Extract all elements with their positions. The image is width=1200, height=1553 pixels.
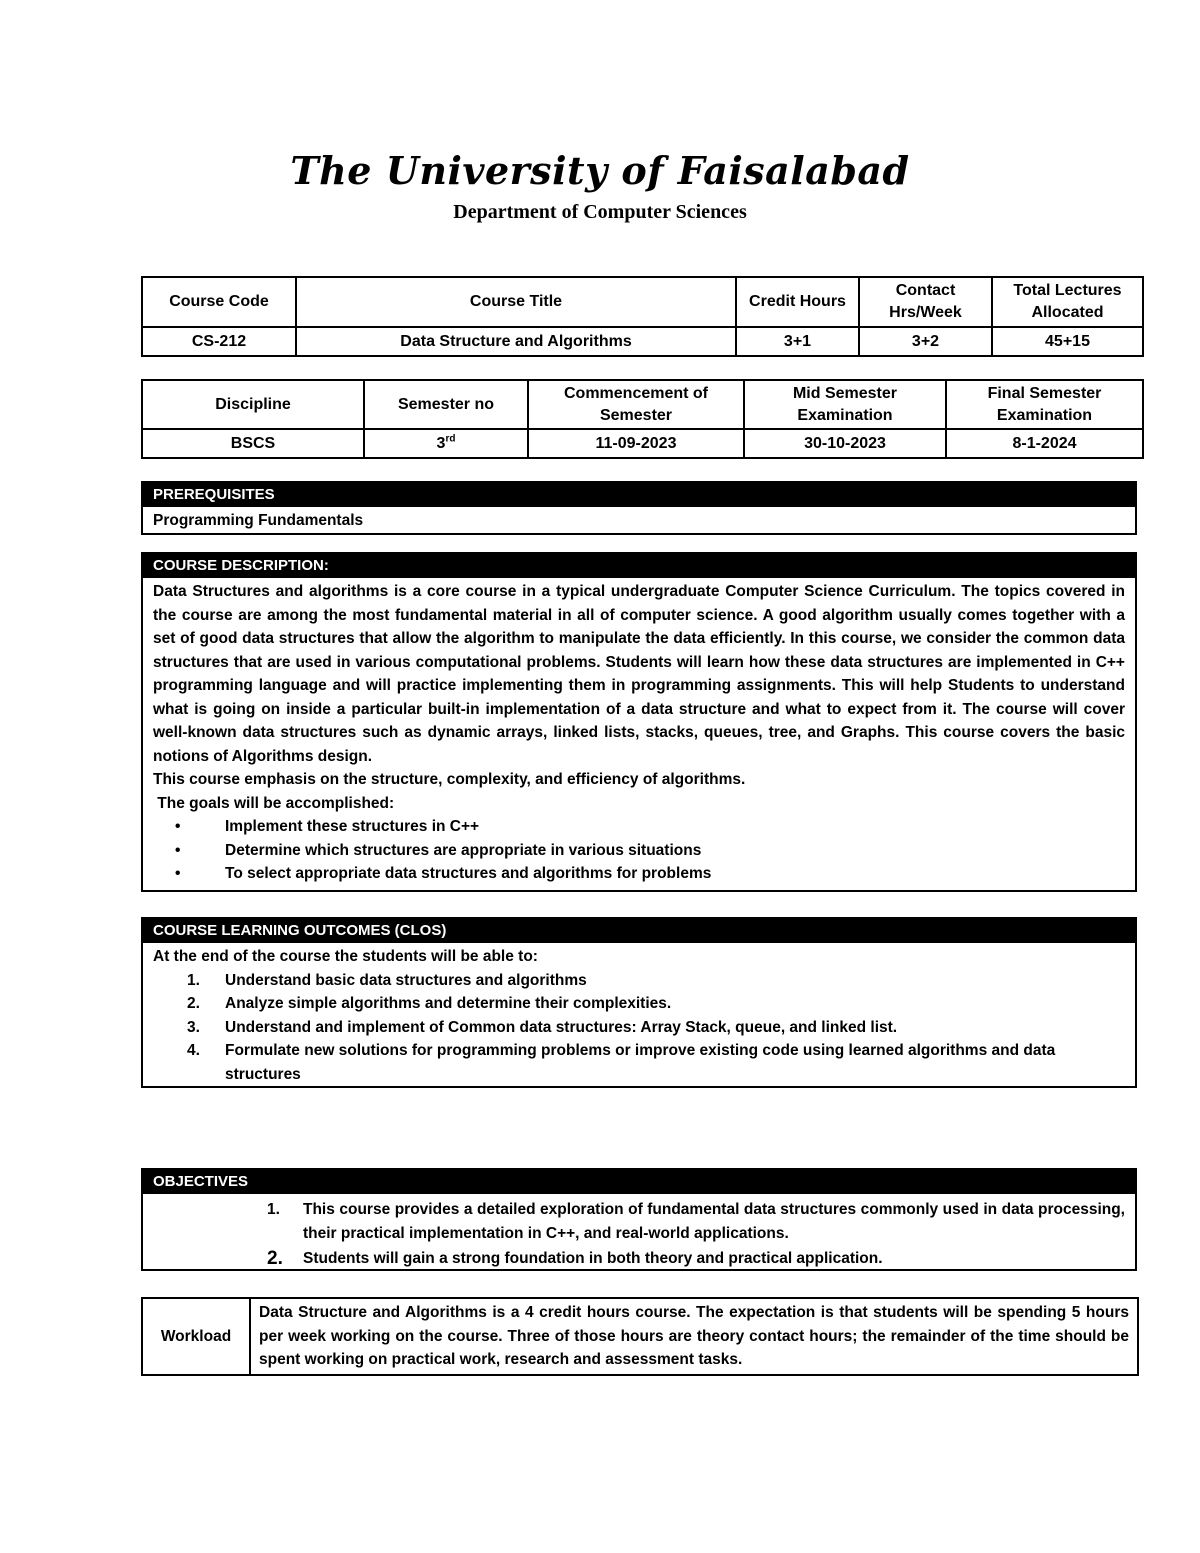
description-paragraph: Data Structures and algorithms is a core course in a typical undergraduate Computer Science Curriculum. The topics covered in the course are among the most fundamental material in all of computer science. A good algorithm usually comes together with a set of good data structures that allow the algorithm to manipulate the data efficiently. In this course, we consider the common data structures that are used in various computational problems. Students will learn how these data structures are implemented in C++ programming language and will practice implementing them in programming assignments. This will help Students to understand what is going on inside a particular built-in implementation of a data structure and what to expect from it. The course will cover well-known data structures such as dynamic arrays, linked lists, stacks, queues, tree, and Graphs. This course covers the basic notions of Algorithms design. [153,583,1125,765]
course-code: CS-212 [142,327,296,356]
header-credit-hours: Credit Hours [736,277,859,327]
course-description-heading: COURSE DESCRIPTION: [143,554,1135,578]
workload-label: Workload [142,1298,250,1375]
table-row [142,327,1143,356]
semester-number: 3 [436,434,446,452]
objectives-section [141,1168,1137,1271]
list-number: 1. [267,1201,280,1218]
goals-list [153,815,1125,886]
list-text: Understand and implement of Common data structures: Array Stack, queue, and linked list. [225,1018,898,1036]
list-number: 2. [267,1248,283,1269]
list-item: • Implement these structures in C++ [153,815,1125,839]
mid-exam-date: 30-10-2023 [744,429,946,458]
list-text: Formulate new solutions for programming problems or improve existing code using learned algorithms and data structures [225,1042,1056,1083]
university-title: The University of Faisalabad [290,148,910,193]
list-number: 3. [187,1018,200,1036]
header-course-code: Course Code [142,277,296,327]
list-text: Students will gain a strong foundation in both theory and practical application. [303,1250,883,1267]
credit-hours: 3+1 [736,327,859,356]
discipline: BSCS [142,429,364,458]
contact-hours: 3+2 [859,327,992,356]
course-table [141,276,1144,357]
table-header-row [142,380,1143,429]
header-commencement: Commencement of Semester [528,380,744,429]
semester-suffix: rd [445,433,456,445]
total-lectures: 45+15 [992,327,1143,356]
prerequisites-section [141,481,1137,535]
objectives-list [153,1198,1125,1271]
list-text: Analyze simple algorithms and determine their complexities. [225,995,672,1012]
objectives-heading: OBJECTIVES [143,1170,1135,1194]
list-item [153,969,1125,993]
list-item [153,1198,1125,1245]
clos-section [141,917,1137,1088]
course-title: Data Structure and Algorithms [296,327,736,356]
description-emphasis: This course emphasis on the structure, complexity, and efficiency of algorithms. [153,771,746,788]
header-contact-hours: Contact Hrs/Week [859,277,992,327]
semester-no [364,429,528,458]
clos-intro: At the end of the course the students will be able to: [153,948,538,965]
header-total-lectures: Total Lectures Allocated [992,277,1143,327]
table-header-row [142,277,1143,327]
list-item [153,1247,1125,1271]
header-semester-no: Semester no [364,380,528,429]
clos-heading: COURSE LEARNING OUTCOMES (CLOS) [143,919,1135,943]
list-number: 1. [187,971,200,989]
prerequisites-text: Programming Fundamentals [153,512,364,529]
header-mid-semester: Mid Semester Examination [744,380,946,429]
department-title: Department of Computer Sciences [453,201,747,223]
header-final-semester: Final Semester Examination [946,380,1143,429]
list-text: Understand basic data structures and algorithms [225,971,587,989]
final-exam-date: 8-1-2024 [946,429,1143,458]
list-item [153,1016,1125,1040]
prerequisites-heading: PREREQUISITES [143,483,1135,507]
goals-intro: The goals will be accomplished: [153,794,395,812]
workload-text: Data Structure and Algorithms is a 4 credit hours course. The expectation is that students will be spending 5 hours per week working on the course. Three of those hours are theory contact hours; the remainder of the time should be spent working on practical work, research and assessment tasks. [250,1298,1138,1375]
commencement-date: 11-09-2023 [528,429,744,458]
list-item: • To select appropriate data structures and algorithms for problems [153,862,1125,886]
list-number: 2. [187,995,200,1012]
list-item [153,992,1125,1016]
list-text: This course provides a detailed exploration of fundamental data structures commonly used in data processing, their practical implementation in C++, and real-world applications. [303,1201,1125,1242]
table-row [142,1298,1138,1375]
course-description-section [141,552,1137,892]
list-item [153,1039,1125,1086]
list-number: 4. [187,1042,200,1059]
table-row [142,429,1143,458]
header-discipline: Discipline [142,380,364,429]
list-item: • Determine which structures are appropriate in various situations [153,839,1125,863]
clos-list [153,969,1125,1087]
schedule-table [141,379,1144,459]
workload-table [141,1297,1139,1376]
header-course-title: Course Title [296,277,736,327]
